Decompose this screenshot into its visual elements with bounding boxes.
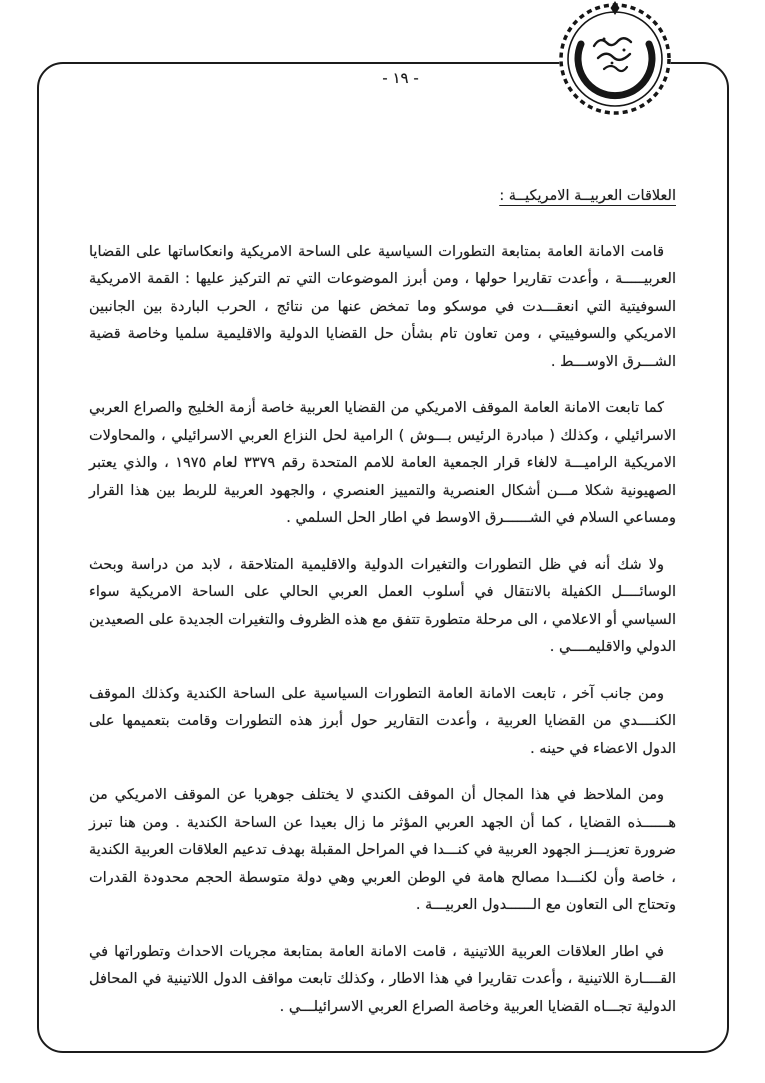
paragraph-latin-america: في اطار العلاقات العربية اللاتينية ، قامت الامانة العامة بمتابعة مجريات الاحداث وتطوراتها في القــــارة اللاتينية ، وأعدت تقاريرا في هذا الاطار ، وكذلك تابعت مواقف الدول اللاتينية في المحافل الدولية تجـــاه القضايا العربية وخاصة الصراع العربي الاسرائيلـــي . <box>89 943 676 1015</box>
page-number: - ١٩ - <box>382 69 419 87</box>
paragraph-us-positions: كما تابعت الامانة العامة الموقف الامريكي من القضايا العربية خاصة أزمة الخليج والصراع العربي الاسرائيلي ، وكذلك ( مبادرة الرئيس بـــوش ) الرامية لحل النزاع العربي الاسرائيلي ، والمحاولات الامريكية الراميـــة لالغاء قرار الجمعية العامة للامم المتحدة رقم ٣٣٧٩ لعام ١٩٧٥ ، والذي يعتبر الصهيونية شكلا مـــن أشكال العنصرية والتمييز العنصري ، والجهود العربية للربط بين هذا القرار ومساعي السلام في الشــــــرق الاوسط في اطار الحل السلمي . <box>89 400 676 526</box>
paragraph-us-relations: قامت الامانة العامة بمتابعة التطورات السياسية على الساحة الامريكية وانعكاساتها على القضايا العربيـــــة ، وأعدت تقاريرا حولها ، ومن أبرز الموضوعات التي تم التركيز عليها : القمة الامريكية السوفيتية التي انعقـــدت في موسكو وما تمخض عنها من نتائج ، الحرب الباردة بين الجانبين الامريكي والسوفييتي ، ومن تعاون تام بشأن حل القضايا الدولية والاقليمية سلميا وخاصة قضية الشـــرق الاوســـط . <box>89 243 676 370</box>
paragraph-developments: ولا شك أنه في ظل التطورات والتغيرات الدولية والاقليمية المتلاحقة ، لابد من دراسة وبحث الوسائــــل الكفيلة بالانتقال في أسلوب العمل العربي الحالي على الساحة الامريكية سواء السياسي أو الاعلامي ، الى مرحلة متطورة تتفق مع هذه الظروف والتغيرات الجديدة على الصعيدين الدولي والاقليمــــي . <box>89 556 676 655</box>
section-heading: العلاقات العربيــة الامريكيــة : <box>499 188 676 204</box>
arab-league-emblem-icon <box>554 0 676 122</box>
document-body <box>89 183 676 1021</box>
paragraph-canada-position: ومن الملاحظ في هذا المجال أن الموقف الكندي لا يختلف جوهريا عن الموقف الامريكي من هــــــذه القضايا ، كما أن الجهد العربي المؤثر ما زال بعيدا عن الساحة الكندية . ومن هنا تبرز ضرورة تعزيـــز الجهود العربية في كنـــدا في المراحل المقبلة بهدف تدعيم العلاقات العربية الكندية ، خاصة وأن لكنـــدا مصالح هامة في الوطن العربي وهي دولة متوسطة الحجم محدودة القدرات وتحتاج الى التعاون مع الــــــدول العربيـــة . <box>89 787 676 913</box>
paragraph-canada-follow-up: ومن جانب آخر ، تابعت الامانة العامة التطورات السياسية على الساحة الكندية وكذلك الموقف الكنــــدي من القضايا العربية ، وأعدت التقارير حول أبرز هذه التطورات وقامت بتعميمها على الدول الاعضاء في حينه . <box>89 685 676 757</box>
